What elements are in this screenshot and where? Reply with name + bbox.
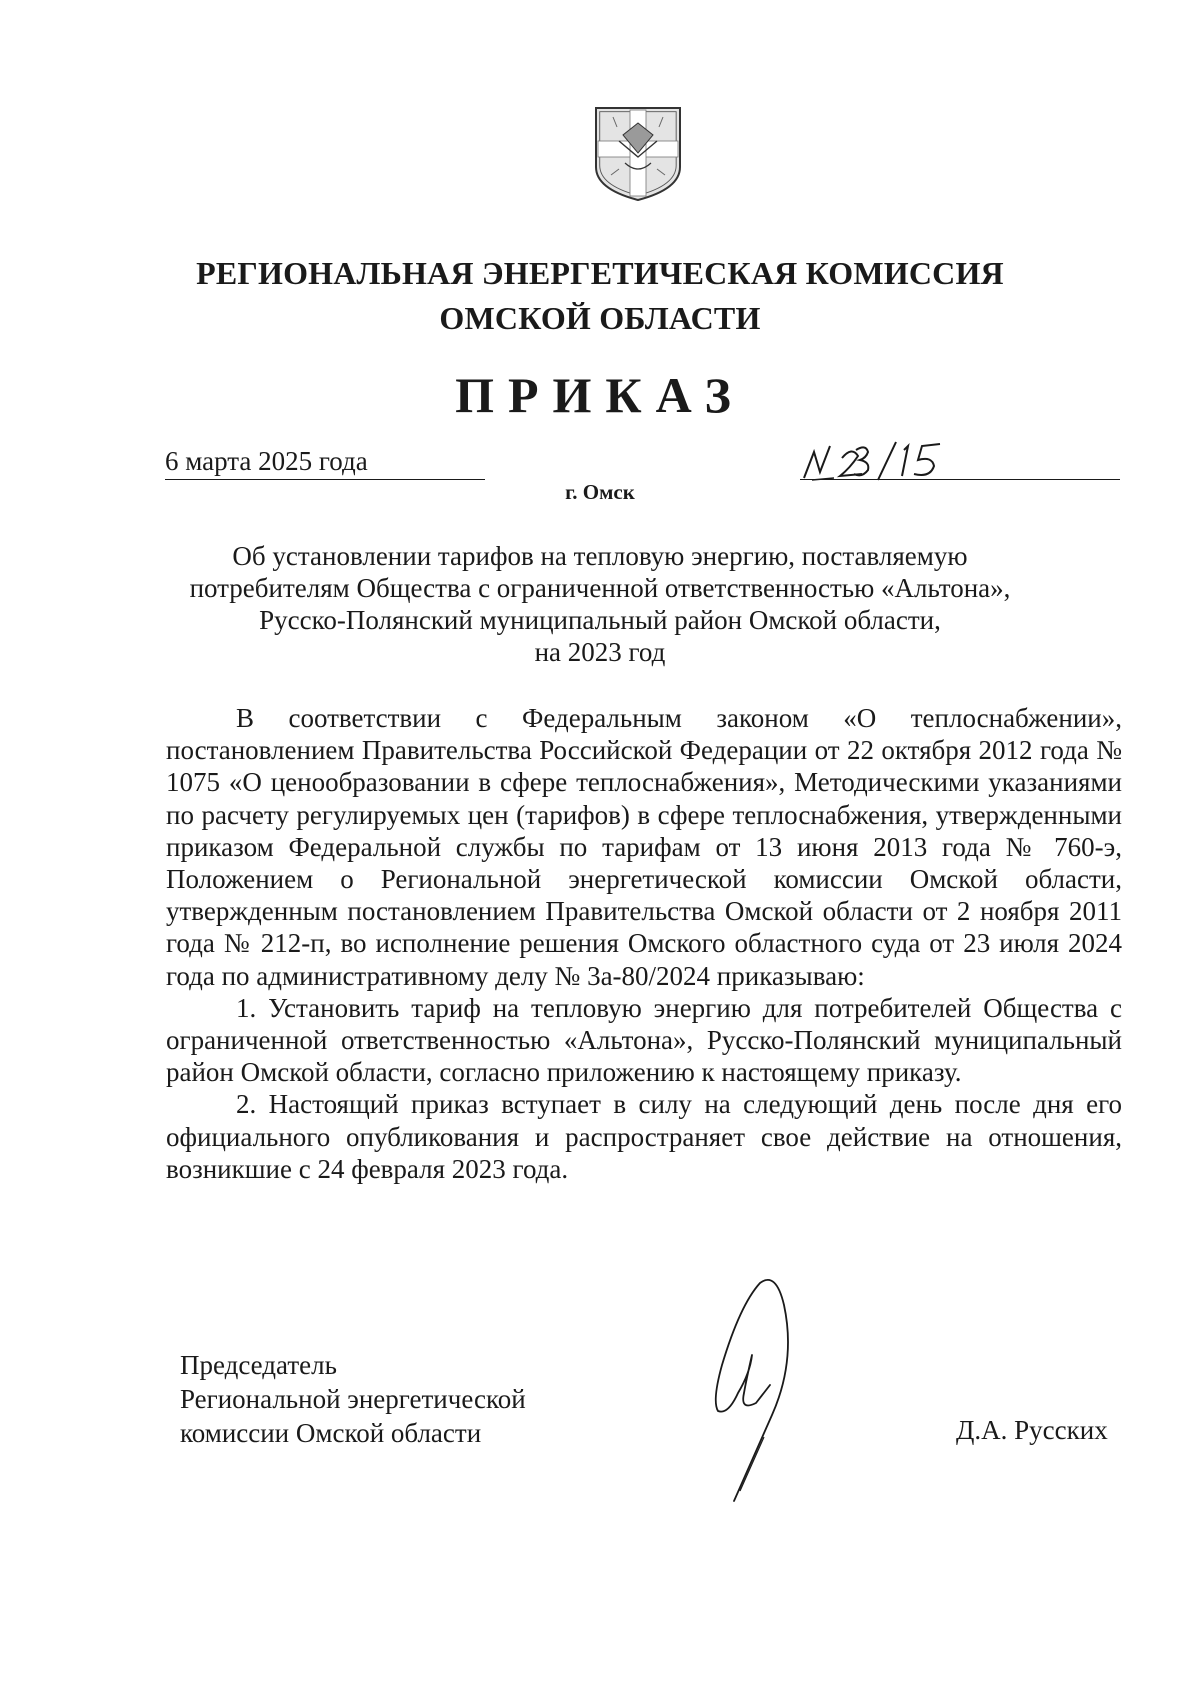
position-line: Председатель <box>180 1350 337 1380</box>
document-city: г. Омск <box>565 480 635 504</box>
order-item-1: 1. Установить тариф на тепловую энергию для потребителей Общества с ограниченной ответственностью «Альтона», Русско-Полянский муниципальный район Омской области, согласно приложению к настоящему приказу. <box>166 992 1122 1088</box>
subject-line: потребителям Общества с ограниченной ответственностью «Альтона», <box>189 573 1011 603</box>
document-date: 6 марта 2025 года <box>165 446 368 476</box>
organization-name-line2: ОМСКОЙ ОБЛАСТИ <box>439 300 761 336</box>
organization-name-line1: РЕГИОНАЛЬНАЯ ЭНЕРГЕТИЧЕСКАЯ КОМИССИЯ <box>196 255 1004 291</box>
document-type-title: ПРИКАЗ <box>455 367 745 423</box>
position-line: Региональной энергетической <box>180 1384 526 1414</box>
subject-line: Об установлении тарифов на тепловую энергию, поставляемую <box>232 541 968 571</box>
signatory-position <box>180 1348 526 1450</box>
position-line: комиссии Омской области <box>180 1418 482 1448</box>
omsk-region-coat-of-arms-icon <box>593 105 683 203</box>
order-item-2: 2. Настоящий приказ вступает в силу на следующий день после дня его официального опубликования и распространяет свое действие на отношения, возникшие с 24 февраля 2023 года. <box>166 1089 1122 1184</box>
document-body <box>166 702 1122 1185</box>
subject-line: Русско-Полянский муниципальный район Омской области, <box>259 605 941 635</box>
signatory-name: Д.А. Русских <box>956 1415 1108 1445</box>
preamble-paragraph: В соответствии с Федеральным законом «О теплоснабжении», постановлением Правительства Российской Федерации от 22 октября 2012 года № 1075 «О ценообразовании в сфере теплоснабжения», Методическими указаниями по расчету регулируемых цен (тарифов) в сфере теплоснабжения, утвержденными приказом Федеральной службы по тарифам от 13 июня 2013 года № 760-э, Положением о Региональной энергетической комиссии Омской области, утвержденным постановлением Правительства Омской области от 2 ноября 2011 года № 212-п, во исполнение решения Омского областного суда от 23 июля 2024 года по административному делу № 3а-80/2024 приказываю: <box>166 703 1122 991</box>
subject-line: на 2023 год <box>534 637 666 667</box>
handwritten-signature-icon <box>700 1265 830 1505</box>
document-subject <box>0 540 1200 668</box>
